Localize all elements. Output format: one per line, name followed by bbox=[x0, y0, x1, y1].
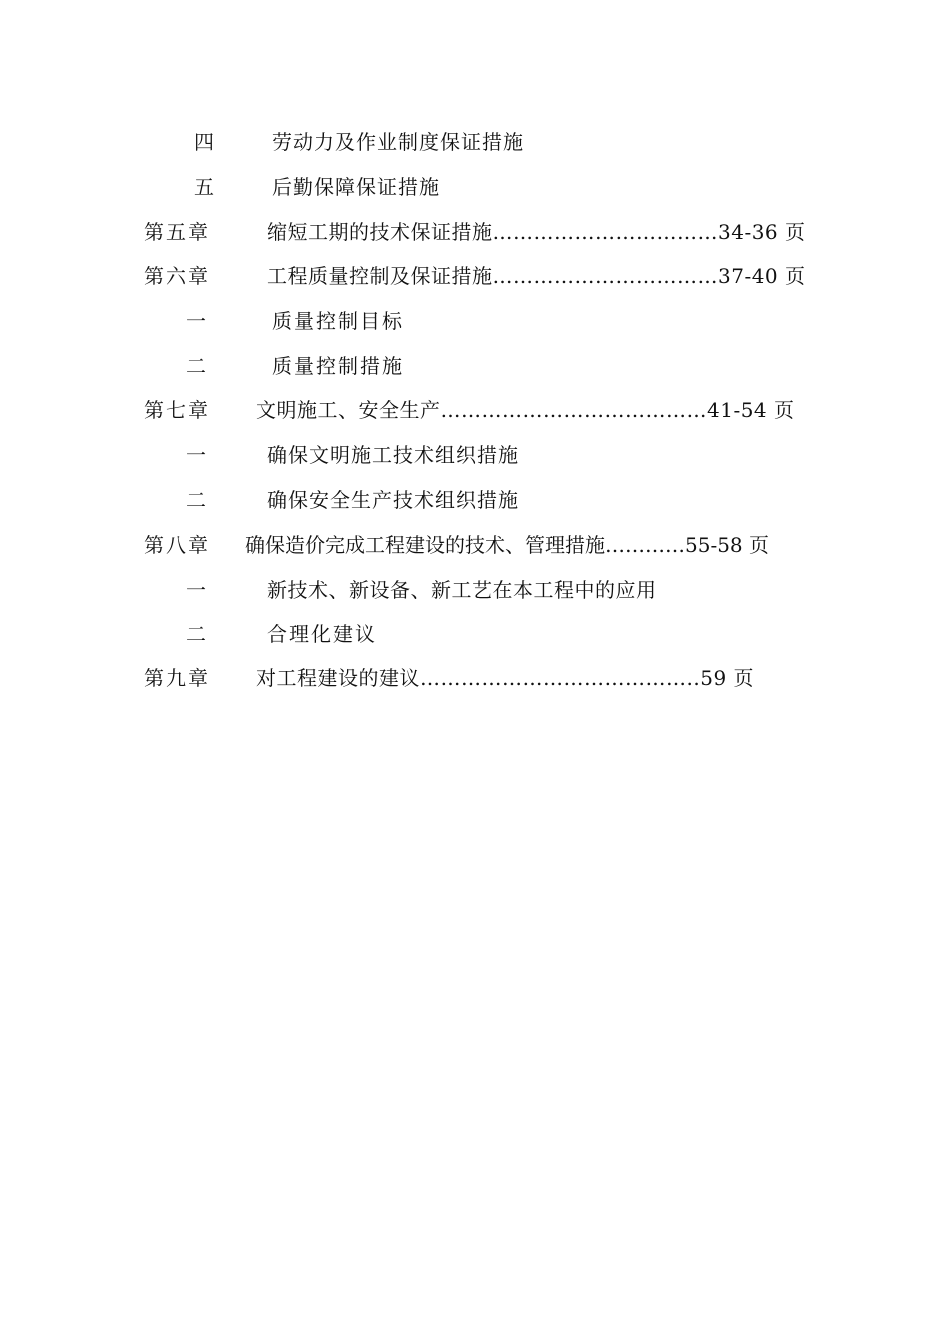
toc-entry-title: 缩短工期的技术保证措施……………………………34-36 页 bbox=[267, 220, 806, 244]
toc-entry-title: 确保安全生产技术组织措施 bbox=[267, 488, 519, 512]
toc-entry-title: 质量控制措施 bbox=[272, 354, 404, 378]
toc-entry-number: 一 bbox=[186, 578, 206, 602]
toc-entry-title: 对工程建设的建议…………………………………..59 页 bbox=[256, 666, 755, 690]
toc-entry bbox=[0, 662, 950, 694]
toc-entry-number: 五 bbox=[194, 175, 214, 199]
toc-entry-number: 一 bbox=[186, 309, 206, 333]
toc-entry-title: 质量控制目标 bbox=[272, 309, 404, 333]
toc-entry bbox=[0, 216, 950, 248]
toc-entry-number: 第五章 bbox=[144, 220, 210, 244]
toc-entry-title: 确保文明施工技术组织措施 bbox=[267, 443, 519, 467]
toc-entry-number: 第七章 bbox=[144, 398, 210, 422]
toc-entry bbox=[0, 171, 950, 203]
toc-entry bbox=[0, 394, 950, 426]
toc-entry bbox=[0, 529, 950, 561]
toc-entry-title: 劳动力及作业制度保证措施 bbox=[272, 130, 524, 154]
toc-entry bbox=[0, 305, 950, 337]
toc-entry bbox=[0, 439, 950, 471]
toc-entry-number: 二 bbox=[186, 354, 206, 378]
toc-entry-title: 工程质量控制及保证措施……………………………37-40 页 bbox=[267, 264, 806, 288]
toc-entry-title: 确保造价完成工程建设的技术、管理措施…………55-58 页 bbox=[245, 533, 770, 557]
toc-entry-number: 二 bbox=[186, 488, 206, 512]
toc-entry-number: 一 bbox=[186, 443, 206, 467]
toc-entry bbox=[0, 126, 950, 158]
toc-entry-title: 文明施工、安全生产…………………………………41-54 页 bbox=[256, 398, 795, 422]
toc-entry bbox=[0, 574, 950, 606]
toc-entry-title: 合理化建议 bbox=[267, 622, 377, 646]
toc-entry-number: 二 bbox=[186, 622, 206, 646]
toc-entry bbox=[0, 484, 950, 516]
toc-entry-number: 第八章 bbox=[144, 533, 210, 557]
toc-entry-title: 后勤保障保证措施 bbox=[272, 175, 440, 199]
toc-entry bbox=[0, 260, 950, 292]
toc-entry bbox=[0, 350, 950, 382]
toc-entry-number: 第九章 bbox=[144, 666, 210, 690]
toc-entry bbox=[0, 618, 950, 650]
toc-entry-title: 新技术、新设备、新工艺在本工程中的应用 bbox=[267, 578, 657, 602]
toc-entry-number: 第六章 bbox=[144, 264, 210, 288]
toc-entry-number: 四 bbox=[194, 130, 214, 154]
